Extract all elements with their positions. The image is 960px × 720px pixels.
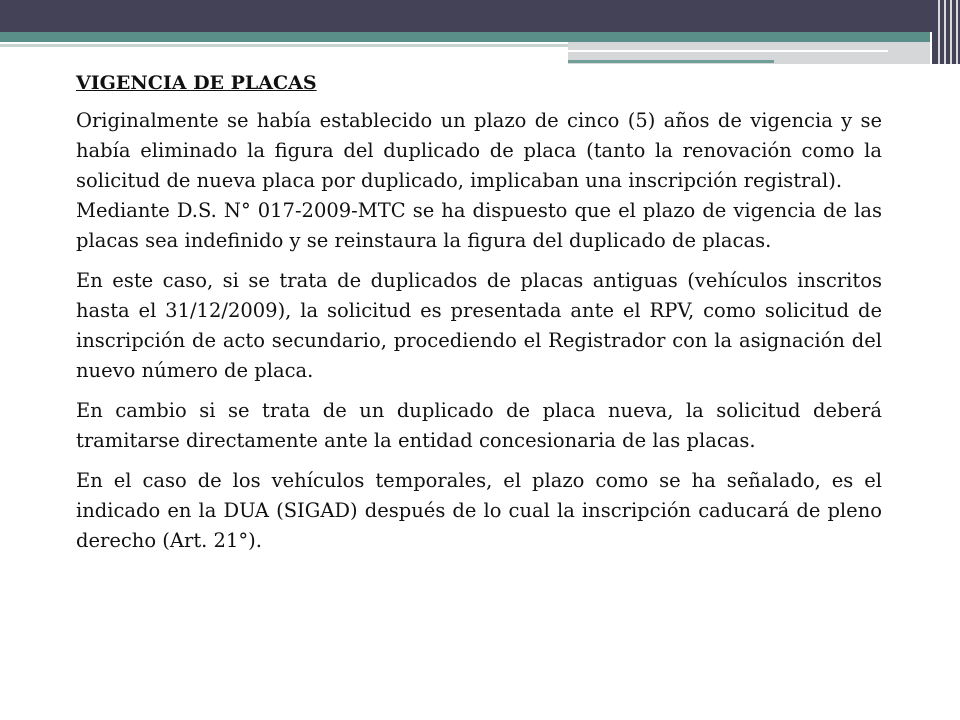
paragraph-old-plates: En este caso, si se trata de duplicados de placas antiguas (vehículos inscritos hasta el 31/12/2009), la solicitud es presentada ante el RPV, como solicitud de inscripción de acto secundario, procediendo el Registrador con la asignación del nuevo número de placa. — [76, 269, 882, 382]
paragraph-new-plates: En cambio si se trata de un duplicado de placa nueva, la solicitud deberá tramitarse directamente ante la entidad concesionaria de las placas. — [76, 399, 882, 452]
paragraph-original-validity: Originalmente se había establecido un plazo de cinco (5) años de vigencia y se había eliminado la figura del duplicado de placa (tanto la renovación como la solicitud de nueva placa por duplicado, implicaban una inscripción registral). — [76, 109, 882, 192]
document-title: VIGENCIA DE PLACAS — [76, 72, 317, 94]
header-bar — [0, 0, 960, 32]
header-divider-line — [0, 44, 568, 47]
header-side-ornament — [932, 0, 960, 64]
header-teal-line — [568, 60, 774, 63]
slide-content — [76, 68, 882, 556]
header-white-line — [568, 50, 888, 52]
header-accent-band — [0, 32, 930, 42]
paragraph-decree: Mediante D.S. N° 017-2009-MTC se ha dispuesto que el plazo de vigencia de las placas sea indefinido y se reinstaura la figura del duplicado de placas. — [76, 199, 882, 252]
paragraph-temporary-vehicles: En el caso de los vehículos temporales, el plazo como se ha señalado, es el indicado en la DUA (SIGAD) después de lo cual la inscripción caducará de pleno derecho (Art. 21°). — [76, 469, 882, 552]
